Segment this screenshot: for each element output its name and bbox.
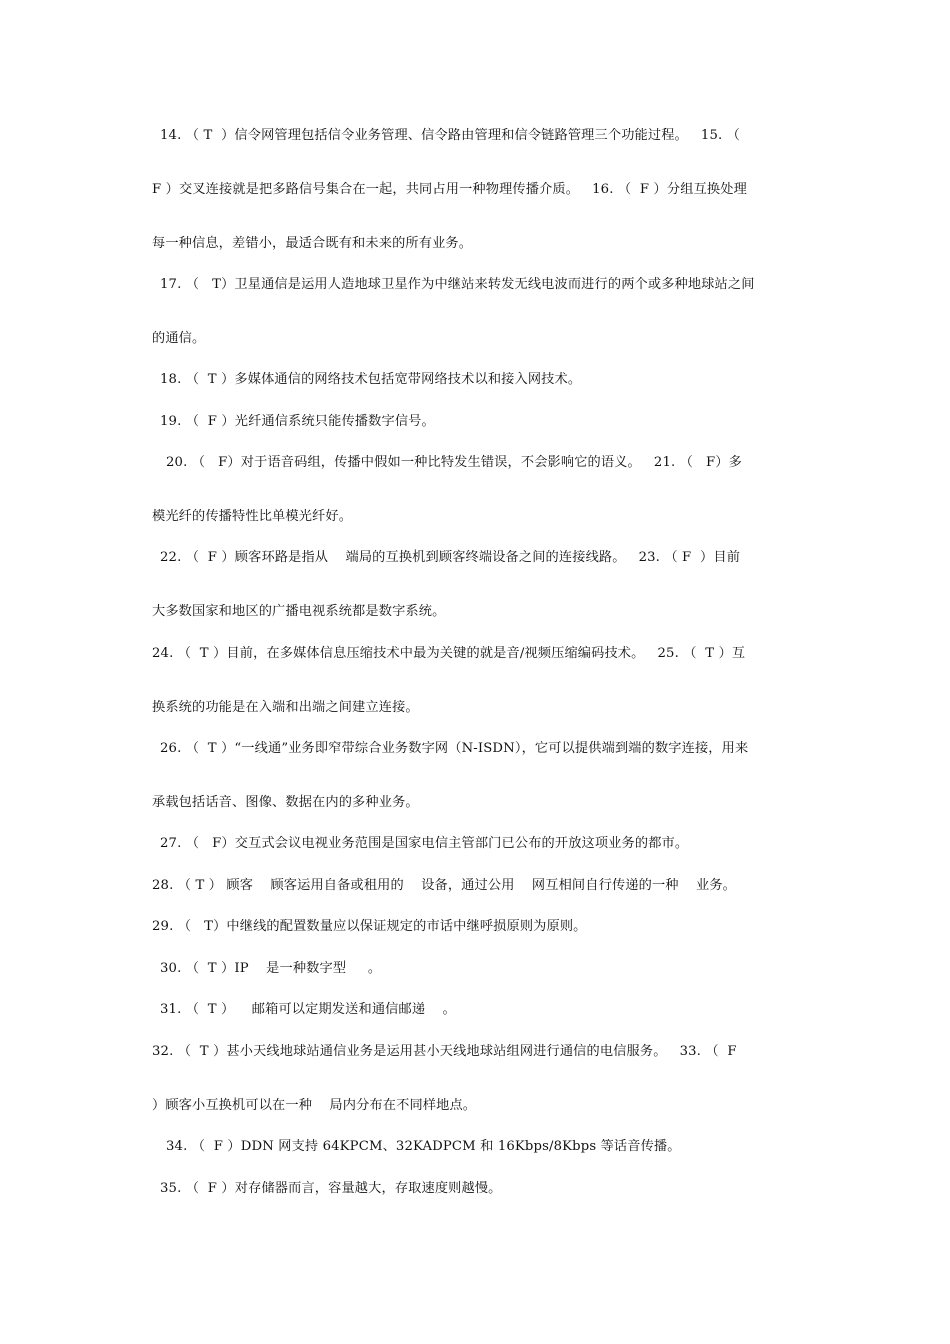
text-line-7: 19. （ F ）光纤通信系统只能传播数字信号。	[160, 414, 435, 429]
text-line-8: 20. （ F）对于语音码组，传播中假如一种比特发生错误，不会影响它的语义。 21. （ F）多	[166, 455, 743, 470]
text-line-1: 14. （ T ）信令网管理包括信令业务管理、信令路由管理和信令链路管理三个功能过程。 15. （	[160, 128, 741, 143]
text-line-24: 35. （ F ）对存储器而言，容量越大，存取速度则越慢。	[160, 1181, 502, 1196]
text-line-12: 24. （ T ）目前，在多媒体信息压缩技术中最为关键的就是音/视频压缩编码技术。 25. （ T ）互	[152, 646, 746, 661]
text-line-2: F ）交叉连接就是把多路信号集合在一起，共同占用一种物理传播介质。 16. （ F ）分组互换处理	[152, 182, 747, 197]
text-line-16: 27. （ F）交互式会议电视业务范围是国家电信主管部门已公布的开放这项业务的都市。	[160, 836, 689, 851]
text-line-11: 大多数国家和地区的广播电视系统都是数字系统。	[152, 604, 446, 619]
text-line-10: 22. （ F ）顾客环路是指从 端局的互换机到顾客终端设备之间的连接线路。 23. （ F ）目前	[160, 550, 741, 565]
text-line-13: 换系统的功能是在入端和出端之间建立连接。	[152, 700, 419, 715]
text-line-3: 每一种信息，差错小，最适合既有和未来的所有业务。	[152, 236, 473, 251]
text-line-19: 30. （ T ）IP 是一种数字型 。	[160, 961, 382, 976]
text-line-17: 28. （ T ） 顾客 顾客运用自备或租用的 设备，通过公用 网互相间自行传递的一种 业务。	[152, 878, 737, 893]
text-line-6: 18. （ T ）多媒体通信的网络技术包括宽带网络技术以和接入网技术。	[160, 372, 582, 387]
text-line-18: 29. （ T）中继线的配置数量应以保证规定的市话中继呼损原则为原则。	[152, 919, 587, 934]
text-line-21: 32. （ T ）甚小天线地球站通信业务是运用甚小天线地球站组网进行通信的电信服务。 33. （ F	[152, 1044, 737, 1059]
text-line-14: 26. （ T ）“一线通”业务即窄带综合业务数字网（N-ISDN），它可以提供端到端的数字连接，用来	[160, 741, 749, 756]
text-line-23: 34. （ F ）DDN 网支持 64KPCM、32KADPCM 和 16Kbps/8Kbps 等话音传播。	[166, 1139, 681, 1154]
text-line-4: 17. （ T）卫星通信是运用人造地球卫星作为中继站来转发无线电波而进行的两个或多种地球站之间	[160, 277, 755, 292]
text-line-15: 承载包括话音、图像、数据在内的多种业务。	[152, 795, 419, 810]
text-line-9: 模光纤的传播特性比单模光纤好。	[152, 509, 353, 524]
text-line-20: 31. （ T ） 邮箱可以定期发送和通信邮递 。	[160, 1002, 456, 1017]
text-line-5: 的通信。	[152, 331, 206, 346]
text-line-22: ）顾客小互换机可以在一种 局内分布在不同样地点。	[152, 1098, 477, 1113]
